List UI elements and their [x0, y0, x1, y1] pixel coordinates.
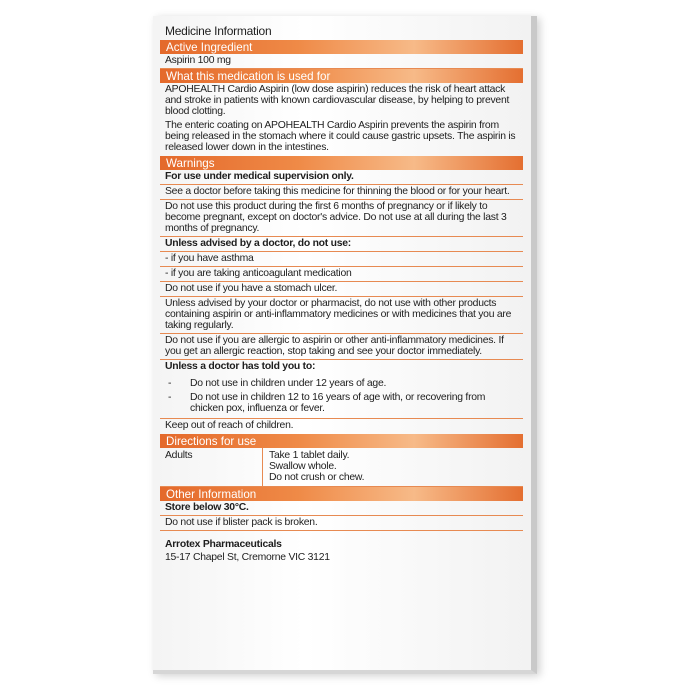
section-header-directions: Directions for use: [160, 434, 523, 448]
list-dash: -: [168, 392, 172, 403]
directions-who: Adults: [160, 448, 263, 486]
section-header-active-ingredient: Active Ingredient: [160, 40, 523, 54]
directions-line-2: Swallow whole.: [269, 461, 337, 472]
warning-children-under-12-text: Do not use in children under 12 years of age.: [190, 378, 387, 389]
medicine-information-content: [160, 24, 523, 563]
warning-pregnancy: Do not use this product during the first 6 months of pregnancy or if likely to become pregnant, except on doctor's advice. Do not use at all during the last 3 months of pregnancy.: [160, 200, 523, 237]
warning-see-doctor: See a doctor before taking this medicine for thinning the blood or for your heart.: [160, 185, 523, 200]
section-header-used-for: What this medication is used for: [160, 69, 523, 83]
medicine-box-panel: [153, 16, 537, 674]
directions-instructions: [263, 448, 369, 486]
manufacturer-address: 15-17 Chapel St, Cremorne VIC 3121: [165, 552, 330, 563]
warning-children-under-12: [160, 377, 523, 391]
warning-unless-doctor-heading: Unless a doctor has told you to:: [165, 361, 316, 372]
list-dash: -: [168, 378, 172, 389]
warning-children-12-16-text: Do not use in children 12 to 16 years of age with, or recovering from chicken pox, influenza or fever.: [190, 392, 486, 414]
manufacturer-name: Arrotex Pharmaceuticals: [165, 539, 282, 550]
warning-stomach-ulcer: Do not use if you have a stomach ulcer.: [160, 282, 523, 297]
warning-asthma: - if you have asthma: [160, 252, 523, 267]
warning-children-12-16: [160, 391, 523, 419]
page-title: Medicine Information: [165, 24, 272, 38]
other-store-below: Store below 30°C.: [160, 501, 523, 516]
directions-table: [160, 448, 523, 487]
used-for-paragraph-2: The enteric coating on APOHEALTH Cardio Aspirin prevents the aspirin from being released in the stomach where it could cause gastric upsets. The aspirin is released lower down in the intestines.: [165, 120, 516, 153]
warning-keep-out-of-reach: Keep out of reach of children.: [165, 420, 294, 431]
used-for-paragraph-1: APOHEALTH Cardio Aspirin (low dose aspirin) reduces the risk of heart attack and stroke in patients with known cardiovascular disease, by helping to prevent blood clotting.: [165, 84, 510, 117]
warning-other-products: Unless advised by your doctor or pharmacist, do not use with other products containing aspirin or anti-inflammatory medicines or with medicines that you are taking regularly.: [160, 297, 523, 334]
directions-line-1: Take 1 tablet daily.: [269, 450, 350, 461]
section-header-other-information: Other Information: [160, 487, 523, 501]
warning-unless-advised-heading: Unless advised by a doctor, do not use:: [160, 237, 523, 252]
warning-allergic: Do not use if you are allergic to aspirin or other anti-inflammatory medicines. If you get an allergic reaction, stop taking and see your doctor immediately.: [160, 334, 523, 360]
warning-anticoagulant: - if you are taking anticoagulant medication: [160, 267, 523, 282]
manufacturer-block: [160, 539, 523, 563]
directions-line-3: Do not crush or chew.: [269, 472, 365, 483]
other-blister-pack: Do not use if blister pack is broken.: [160, 516, 523, 531]
section-header-warnings: Warnings: [160, 156, 523, 170]
active-ingredient-value: Aspirin 100 mg: [160, 54, 523, 69]
warning-medical-supervision: For use under medical supervision only.: [160, 170, 523, 185]
